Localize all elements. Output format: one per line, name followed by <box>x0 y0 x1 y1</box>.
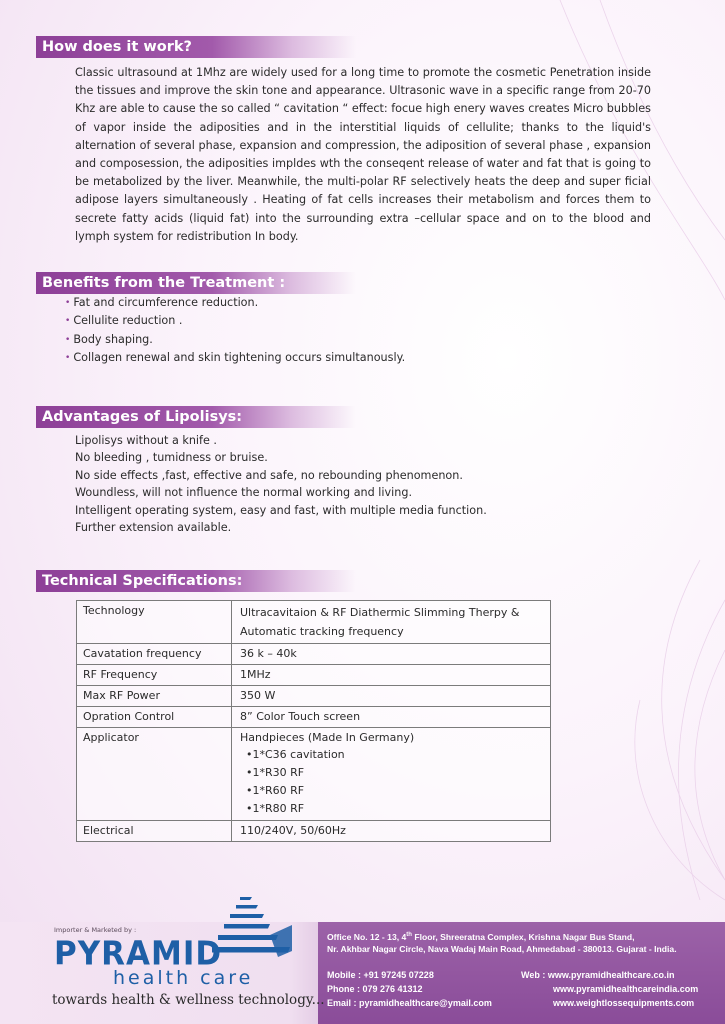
spec-value-line: Handpieces (Made In Germany) <box>240 731 415 744</box>
address-sup: th <box>406 932 412 938</box>
list-item: Further extension available. <box>75 521 232 535</box>
specs-heading: Technical Specifications: <box>36 570 356 592</box>
list-item: • Body shaping. <box>65 331 405 349</box>
list-item: Woundless, will not influence the normal working and living. <box>75 486 413 500</box>
address-text: Office No. 12 - 13, 4 <box>327 931 407 942</box>
list-item: • Collagen renewal and skin tightening occurs simultanously. <box>65 349 405 367</box>
table-row <box>77 644 551 665</box>
mobile-number: Mobile : +91 97245 07228 <box>327 970 434 980</box>
phone-number: Phone : 079 276 41312 <box>327 984 423 994</box>
how-it-works-heading: How does it work? <box>36 36 356 58</box>
spec-value-line: Ultracavitaion & RF Diathermic Slimming Therpy & <box>240 606 520 619</box>
table-row <box>77 707 551 728</box>
specs-table <box>76 600 551 842</box>
spec-key: Technology <box>77 601 232 644</box>
spec-value: 8” Color Touch screen <box>232 707 551 728</box>
spec-value <box>232 601 551 644</box>
spec-value: 350 W <box>232 686 551 707</box>
address-line-2: Nr. Akhbar Nagar Circle, Nava Wadaj Main Road, Ahmedabad - 380013. Gujarat - India. <box>327 944 677 954</box>
spec-key: Electrical <box>77 821 232 842</box>
applicator-item: •1*R30 RF <box>246 766 305 779</box>
spec-key: Cavatation frequency <box>77 644 232 665</box>
how-it-works-body: Classic ultrasound at 1Mhz are widely used for a long time to promote the cosmetic Penetration inside the tissues and improve the skin tone and appearance. Ultrasonic wave in a specific range from 20-70 Khz are able to cause the so called “ cavitation “ effect: focue high enery waves creates Micro bubbles of vapor inside the adiposities and in the interstitial liquids of cellulite; thanks to the liquid's alternation of several phase, expansion and compression, the adiposition of several phase , expansion and composession, the adiposities impldes wth the conseqent release of water and fat that is going to be metabolized by the liver. Meanwhile, the multi-polar RF selectively heats the deep and super ficial adipose layers simultaneously . Heating of fat cells increases their metabolism and forces them to secrete fatty acids (liquid fat) into the surrounding extra –cellular space and on to the blood and lymph system for redistribution In body. <box>75 66 651 243</box>
list-item: • Fat and circumference reduction. <box>65 294 405 312</box>
brand-logo-subtext: health care <box>113 967 254 989</box>
address-line-1 <box>327 929 635 944</box>
benefits-heading: Benefits from the Treatment : <box>36 272 356 294</box>
spec-key: RF Frequency <box>77 665 232 686</box>
table-row <box>77 665 551 686</box>
list-item: Lipolisys without a knife . <box>75 434 217 447</box>
brand-logo-text: PYRAMID <box>54 935 223 973</box>
spec-value: 110/240V, 50/60Hz <box>232 821 551 842</box>
spec-key: Applicator <box>77 728 232 821</box>
spec-value: 1MHz <box>232 665 551 686</box>
list-item: No side effects ,fast, effective and safe, no rebounding phenomenon. <box>75 468 463 482</box>
web-link[interactable]: www.weightlossequipments.com <box>553 998 695 1008</box>
applicator-item: •1*R80 RF <box>246 802 305 815</box>
web-link[interactable]: Web : www.pyramidhealthcare.co.in <box>521 970 675 980</box>
spec-value <box>232 728 551 821</box>
web-link[interactable]: www.pyramidhealthcareindia.com <box>553 984 699 994</box>
list-item: Intelligent operating system, easy and fast, with multiple media function. <box>75 503 487 517</box>
spec-value-line: Automatic tracking frequency <box>240 625 404 638</box>
advantages-list <box>75 432 487 536</box>
table-row <box>77 728 551 821</box>
brand-tagline: towards health & wellness technology... <box>52 992 325 1008</box>
spec-value: 36 k – 40k <box>232 644 551 665</box>
advantages-heading: Advantages of Lipolisys: <box>36 406 356 428</box>
address-text: Floor, Shreeratna Complex, Krishna Nagar Bus Stand, <box>411 931 635 942</box>
table-row <box>77 686 551 707</box>
spec-key: Opration Control <box>77 707 232 728</box>
applicator-item: •1*R60 RF <box>246 784 305 797</box>
benefits-list <box>65 294 405 368</box>
applicator-item: •1*C36 cavitation <box>246 748 345 761</box>
importer-label: Importer & Marketed by : <box>54 926 137 934</box>
list-item: • Cellulite reduction . <box>65 312 405 330</box>
list-item: No bleeding , tumidness or bruise. <box>75 451 268 465</box>
table-row <box>77 821 551 842</box>
spec-key: Max RF Power <box>77 686 232 707</box>
table-row <box>77 601 551 644</box>
email-link[interactable]: Email : pyramidhealthcare@ymail.com <box>327 998 492 1008</box>
pyramid-logo-icon <box>210 895 306 965</box>
